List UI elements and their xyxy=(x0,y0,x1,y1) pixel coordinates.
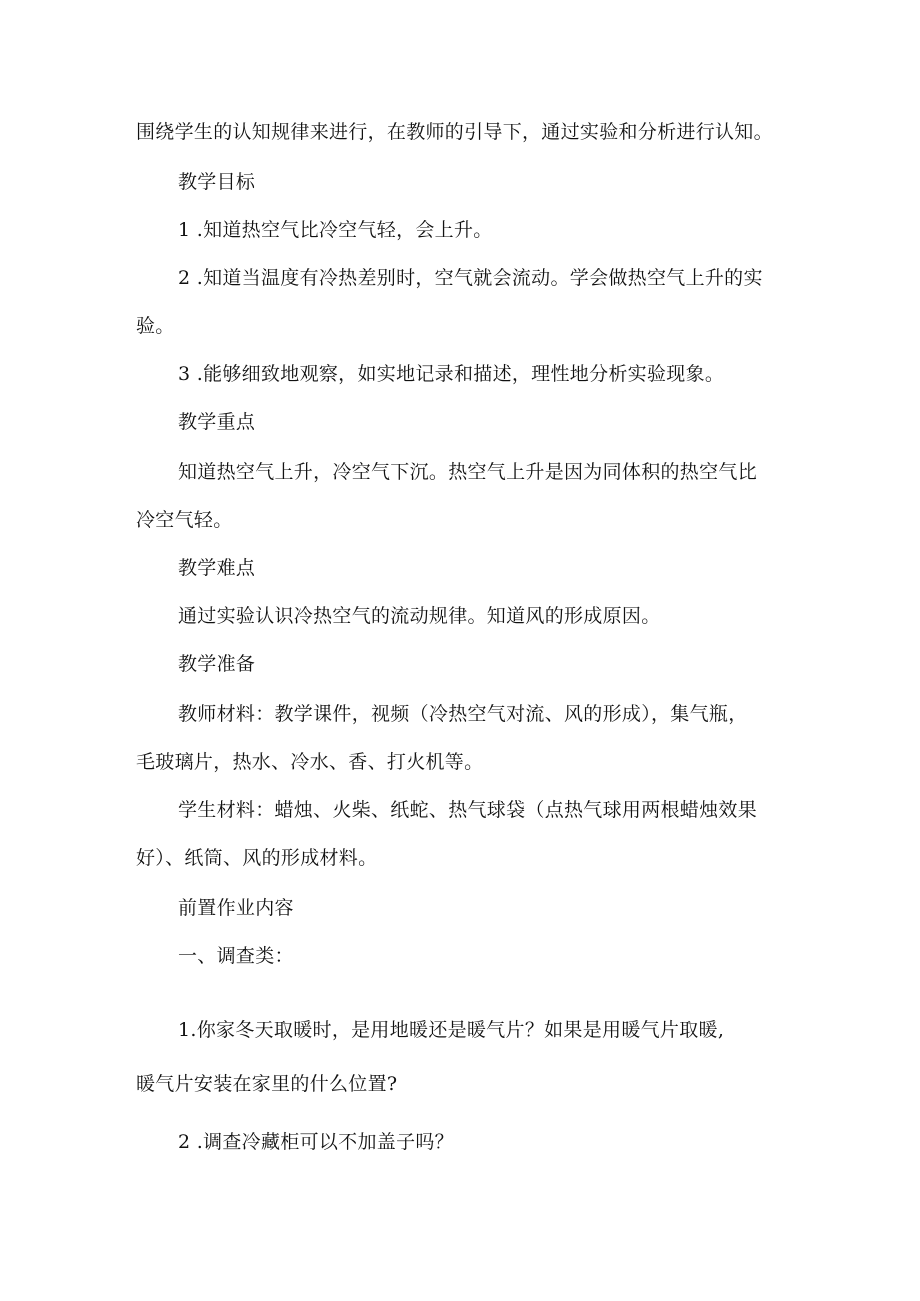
intro-paragraph-tail: 围绕学生的认知规律来进行，在教师的引导下，通过实验和分析进行认知。 xyxy=(136,121,773,143)
key-points-line-2: 冷空气轻。 xyxy=(136,509,233,531)
teacher-materials-line-1: 教师材料：教学课件，视频（冷热空气对流、风的形成），集气瓶， xyxy=(178,703,748,725)
goal-item-1: 1 .知道热空气比冷空气轻，会上升。 xyxy=(178,219,493,241)
key-points-line-1: 知道热空气上升，冷空气下沉。热空气上升是因为同体积的热空气比 xyxy=(178,461,758,483)
difficulties-heading: 教学难点 xyxy=(178,557,256,579)
student-materials-line-1: 学生材料：蜡烛、火柴、纸蛇、热气球袋（点热气球用两根蜡烛效果 xyxy=(178,799,758,821)
goal-item-3: 3 .能够细致地观察，如实地记录和描述，理性地分析实验现象。 xyxy=(178,363,725,385)
question-1-line-1: 1.你家冬天取暖时，是用地暖还是暖气片？如果是用暖气片取暖, xyxy=(178,1019,725,1041)
student-materials-line-2: 好）、纸筒、风的形成材料。 xyxy=(136,847,378,869)
survey-section-heading: 一、调查类： xyxy=(178,945,294,967)
goal-item-2-line-2: 验。 xyxy=(136,315,175,337)
prework-heading: 前置作业内容 xyxy=(178,897,294,919)
teacher-materials-line-2: 毛玻璃片，热水、冷水、香、打火机等。 xyxy=(136,751,484,773)
difficulties-line-1: 通过实验认识冷热空气的流动规律。知道风的形成原因。 xyxy=(178,605,661,627)
preparation-heading: 教学准备 xyxy=(178,653,256,675)
key-points-heading: 教学重点 xyxy=(178,411,256,433)
question-1-line-2: 暖气片安装在家里的什么位置? xyxy=(136,1073,398,1095)
goal-item-2-line-1: 2 .知道当温度有冷热差别时，空气就会流动。学会做热空气上升的实 xyxy=(178,267,763,289)
question-2: 2 .调查冷藏柜可以不加盖子吗？ xyxy=(178,1131,454,1153)
goals-heading: 教学目标 xyxy=(178,171,256,193)
